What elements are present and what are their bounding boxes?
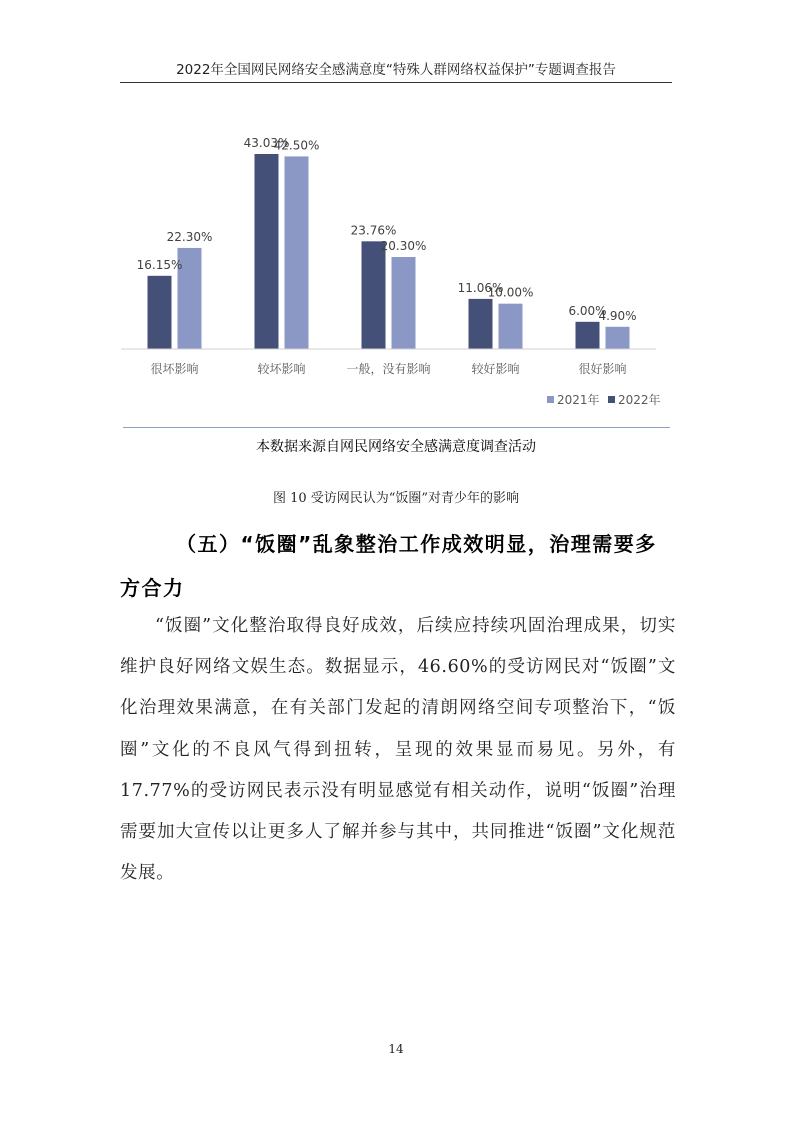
bar-1-1 xyxy=(148,276,172,349)
body-paragraph: “饭圈”文化整治取得良好成效，后续应持续巩固治理成果，切实维护良好网络文娱生态。数据显示，46.60%的受访网民对“饭圈”文化治理效果满意，在有关部门发起的清朗网络空间专项整治下，“饭圈”文化的不良风气得到扭转，呈现的效果显而易见。另外，有17.77%的受访网民表示没有明显感觉有相关动作，说明“饭圈”治理需要加大宣传以让更多人了解并参与其中，共同推进“饭圈”文化规范发展。 xyxy=(120,616,676,884)
chart-legend xyxy=(547,392,661,407)
page-number: 14 xyxy=(388,1042,404,1056)
section-heading: （五）“饭圈”乱象整治工作成效明显，治理需要多方合力 xyxy=(120,532,657,600)
bar-1-2 xyxy=(255,154,279,349)
bar-1-5 xyxy=(576,322,600,349)
bar-chart xyxy=(0,0,793,430)
legend-label: 2021年 xyxy=(557,393,600,407)
category-label: 较好影响 xyxy=(471,362,520,376)
category-label: 很好影响 xyxy=(578,362,627,376)
value-label: 42.50% xyxy=(273,138,320,153)
category-label: 一般，没有影响 xyxy=(346,362,431,376)
bar-2-3 xyxy=(392,257,416,349)
page-header-title: 2022年全国网民网络安全感满意度“特殊人群网络权益保护”专题调查报告 xyxy=(176,62,616,78)
source-divider xyxy=(123,427,670,428)
value-label: 11.06% xyxy=(457,280,504,295)
figure-caption: 图 10 受访网民认为“饭圈”对青少年的影响 xyxy=(272,491,520,506)
value-label: 16.15% xyxy=(136,257,183,272)
category-label: 较坏影响 xyxy=(257,362,306,376)
chart-category-labels xyxy=(150,361,626,376)
legend-label: 2022年 xyxy=(618,393,661,407)
bar-2-4 xyxy=(499,304,523,349)
bar-2-2 xyxy=(285,156,309,349)
data-source-note: 本数据来源自网民网络安全感满意度调查活动 xyxy=(256,439,536,455)
bar-1-3 xyxy=(362,241,386,349)
value-label: 20.30% xyxy=(380,239,427,254)
value-label: 43.03% xyxy=(243,136,290,150)
value-label: 22.30% xyxy=(166,229,213,244)
value-label: 23.76% xyxy=(350,223,397,238)
bar-1-4 xyxy=(469,299,493,349)
legend-swatch xyxy=(547,396,554,403)
chart-value-labels xyxy=(137,136,637,323)
value-label: 10.00% xyxy=(487,285,534,300)
legend-swatch xyxy=(608,396,615,403)
value-label: 4.90% xyxy=(598,308,637,323)
category-label: 很坏影响 xyxy=(150,362,199,376)
bar-2-5 xyxy=(606,327,630,349)
value-label: 6.00% xyxy=(568,303,607,318)
